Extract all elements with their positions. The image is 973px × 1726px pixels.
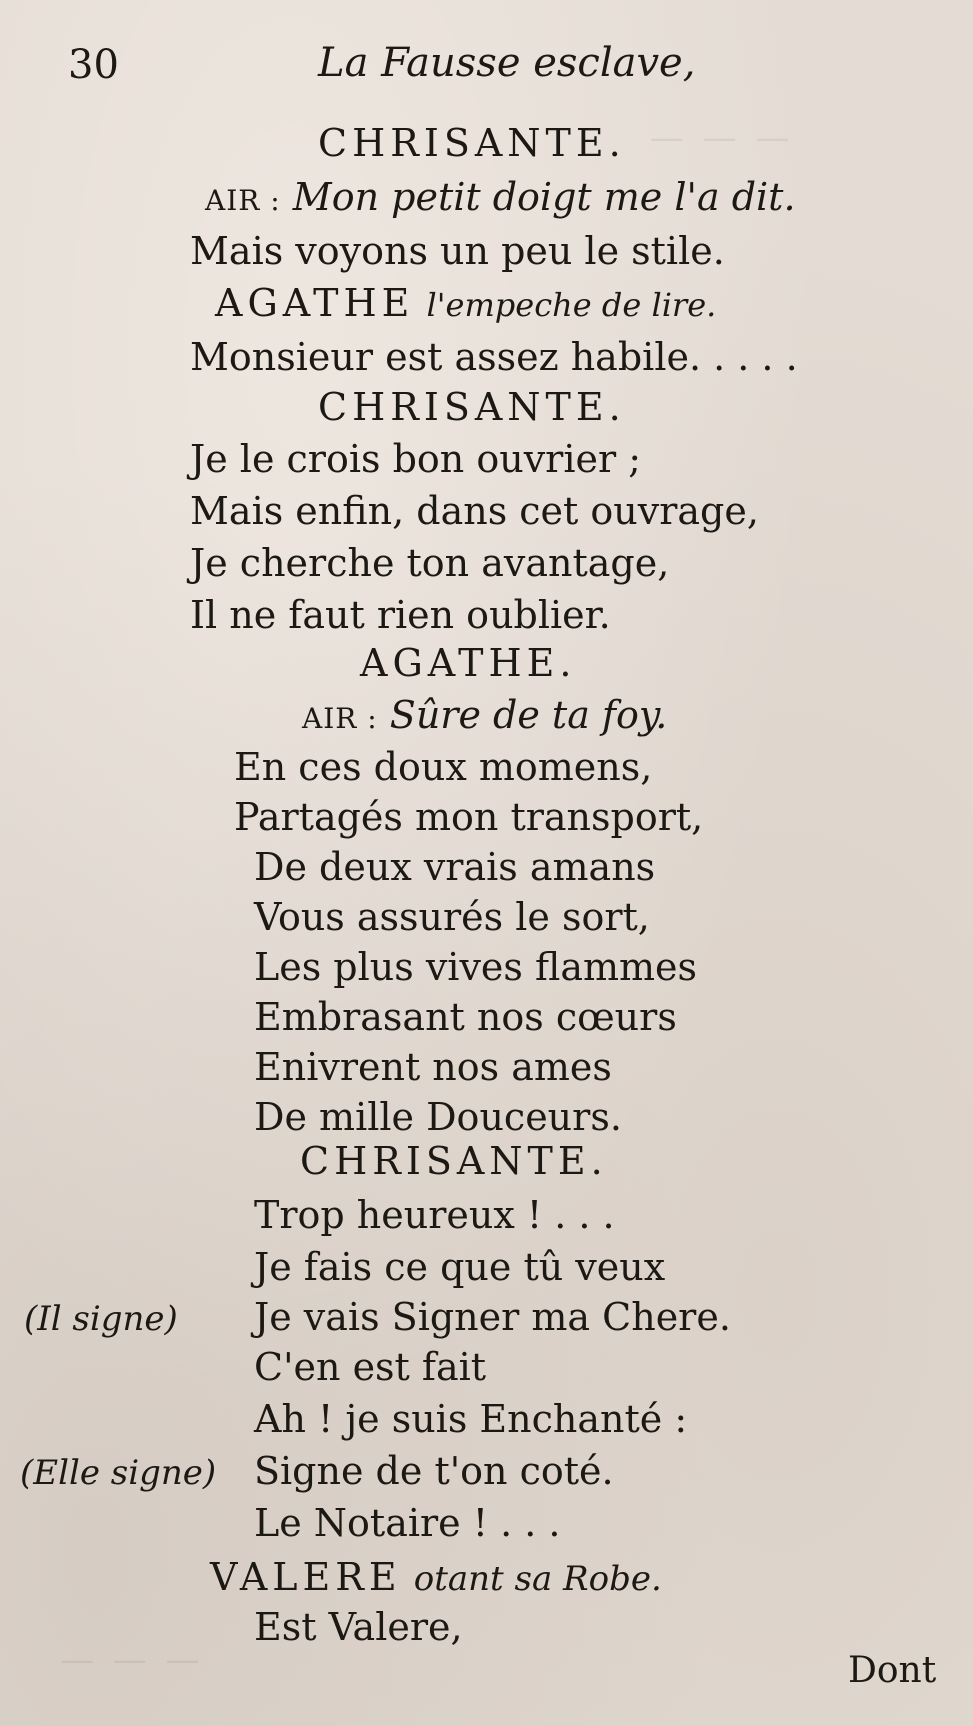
- speaker-name: CHRISANTE.: [318, 385, 626, 429]
- verse-line: Je cherche ton avantage,: [190, 541, 670, 585]
- verse-line: Trop heureux ! . . .: [254, 1193, 615, 1237]
- stage-direction: l'empeche de lire.: [426, 286, 717, 324]
- verse-line: De deux vrais amans: [254, 845, 656, 889]
- verse-line: Mais voyons un peu le stile.: [190, 229, 725, 273]
- verse-line: Embrasant nos cœurs: [254, 995, 677, 1039]
- verse-line: Mais enfin, dans cet ouvrage,: [190, 489, 759, 533]
- verse-line: Signe de t'on coté.: [254, 1449, 614, 1493]
- verse-line: Le Notaire ! . . .: [254, 1501, 561, 1545]
- stage-direction-elle-signe: (Elle signe): [20, 1453, 217, 1493]
- verse-line: Les plus vives flammes: [254, 945, 698, 989]
- verse-line: Ah ! je suis Enchanté :: [254, 1397, 688, 1441]
- air-label: AIR :: [205, 184, 281, 217]
- verse-line: Je le crois bon ouvrier ;: [190, 437, 642, 481]
- stage-direction: otant sa Robe.: [413, 1559, 662, 1599]
- verse-line: Partagés mon transport,: [234, 795, 704, 839]
- verse-line: Enivrent nos ames: [254, 1045, 612, 1089]
- air-line: [205, 174, 796, 224]
- speaker-line: [210, 1554, 662, 1602]
- verse-line: Vous assurés le sort,: [254, 895, 650, 939]
- speaker-name: AGATHE: [215, 281, 415, 325]
- running-title: La Fausse esclave,: [318, 40, 696, 86]
- air-tune-title: Mon petit doigt me l'a dit.: [292, 175, 796, 219]
- verse-line: Je vais Signer ma Chere.: [254, 1295, 731, 1339]
- speaker-name: AGATHE.: [360, 641, 577, 685]
- bleed-through-text: — — —: [650, 118, 794, 158]
- verse-line: C'en est fait: [254, 1345, 487, 1389]
- speaker-name: CHRISANTE.: [318, 121, 626, 165]
- air-tune-title: Sûre de ta foy.: [389, 693, 668, 737]
- page-number: 30: [68, 42, 119, 88]
- stage-direction-il-signe: (Il signe): [24, 1299, 178, 1339]
- air-label: AIR :: [302, 702, 378, 735]
- verse-line: Je fais ce que tû veux: [254, 1245, 666, 1289]
- verse-line: Est Valere,: [254, 1605, 463, 1649]
- verse-line: En ces doux momens,: [234, 745, 653, 789]
- verse-line: Il ne faut rien oublier.: [190, 593, 611, 637]
- speaker-name: CHRISANTE.: [300, 1139, 608, 1183]
- verse-line: De mille Douceurs.: [254, 1095, 622, 1139]
- catchword: Dont: [848, 1650, 937, 1691]
- speaker-line: [215, 280, 716, 328]
- bleed-through-text: — — —: [60, 1640, 204, 1680]
- verse-line: Monsieur est assez habile. . . . .: [190, 335, 798, 379]
- speaker-name: VALERE: [210, 1555, 402, 1599]
- air-line: [302, 692, 667, 742]
